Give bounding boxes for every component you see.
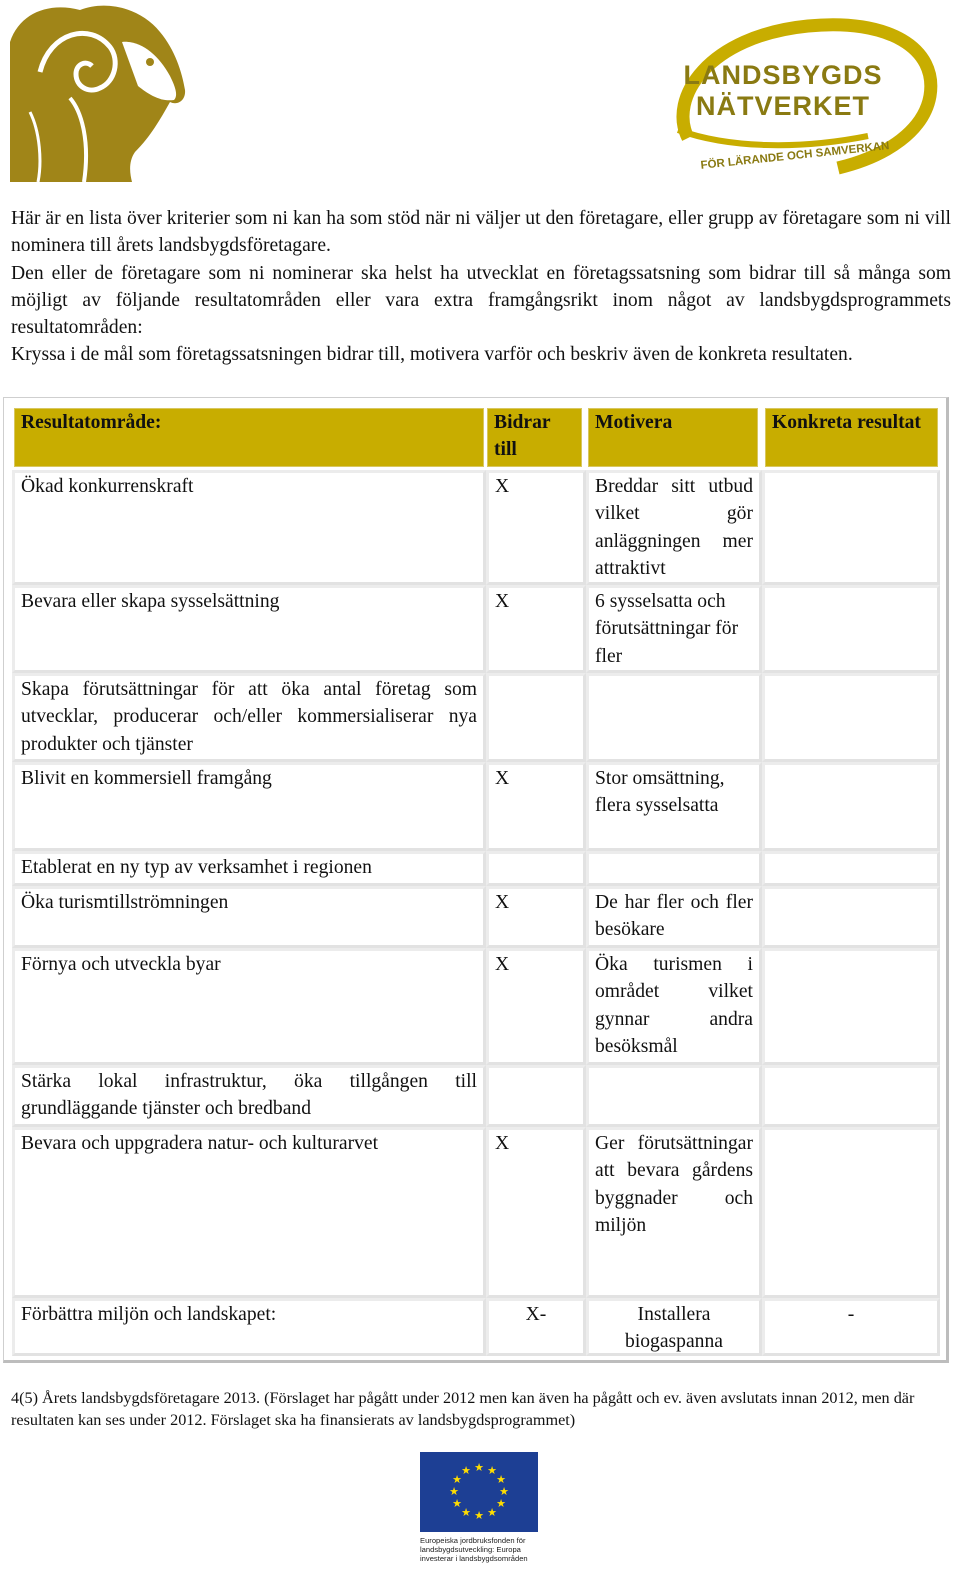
table-row-area: Förnya och utveckla byar xyxy=(12,948,486,1065)
table-row-motivera: 6 sysselsatta och förutsättningar för fler xyxy=(586,585,762,673)
logo-line2: NÄTVERKET xyxy=(695,91,870,121)
table-row-area: Förbättra miljön och landskapet: xyxy=(12,1298,486,1356)
svg-text:★: ★ xyxy=(499,1485,509,1498)
table-row-bidrar: X xyxy=(486,948,586,1065)
svg-text:★: ★ xyxy=(449,1485,459,1498)
svg-text:★: ★ xyxy=(496,1473,506,1486)
table-row-motivera xyxy=(586,851,762,886)
table-row-resultat xyxy=(762,585,940,673)
svg-text:★: ★ xyxy=(474,1509,484,1522)
header-resultatomrade: Resultatområde: xyxy=(14,408,484,467)
table-row-area: Bevara och uppgradera natur- och kulturarvet xyxy=(12,1127,486,1298)
ram-head-icon xyxy=(10,2,188,182)
criteria-table xyxy=(3,397,949,1363)
table-row-motivera: Stor omsättning, flera sysselsatta xyxy=(586,762,762,851)
table-row-resultat xyxy=(762,948,940,1065)
intro-paragraph-2: Den eller de företagare som ni nominerar ska helst ha utvecklat en företagssatsning som bidrar till så många som möjligt av följande resultatområden eller vara extra framgångsrikt inom något av landsbygdsprogrammets resultatområden: xyxy=(11,262,951,339)
svg-text:★: ★ xyxy=(487,1464,497,1477)
logo-line1: LANDSBYGDS xyxy=(683,60,883,90)
svg-text:★: ★ xyxy=(452,1473,462,1486)
svg-text:★: ★ xyxy=(496,1497,506,1510)
table-row-motivera: De har fler och fler besökare xyxy=(586,886,762,948)
svg-text:★: ★ xyxy=(461,1464,471,1477)
table-row-resultat xyxy=(762,762,940,851)
table-row-resultat xyxy=(762,851,940,886)
header-motivera: Motivera xyxy=(588,408,758,467)
table-row-resultat xyxy=(762,886,940,948)
table-row-bidrar: X xyxy=(486,886,586,948)
table-row-motivera: Öka turismen i området vilket gynnar andra besöksmål xyxy=(586,948,762,1065)
intro-text xyxy=(11,205,951,369)
table-row-area: Ökad konkurrenskraft xyxy=(12,470,486,585)
eu-flag-icon xyxy=(420,1452,538,1532)
table-row-bidrar: X- xyxy=(486,1298,586,1356)
table-row-resultat xyxy=(762,470,940,585)
table-row-area: Etablerat en ny typ av verksamhet i regionen xyxy=(12,851,486,886)
table-row-resultat xyxy=(762,1065,940,1127)
ram-head-logo xyxy=(10,2,188,182)
intro-paragraph-3: Kryssa i de mål som företagssatsningen bidrar till, motivera varför och beskriv även de konkreta resultaten. xyxy=(11,344,853,366)
table-row-bidrar: X xyxy=(486,1127,586,1298)
table-row-motivera: Breddar sitt utbud vilket gör anläggningen mer attraktivt xyxy=(586,470,762,585)
table-row-resultat xyxy=(762,673,940,762)
svg-text:★: ★ xyxy=(474,1461,484,1474)
landsbygdsnatverket-logo xyxy=(668,18,940,190)
svg-text:★: ★ xyxy=(452,1497,462,1510)
table-row-bidrar: X xyxy=(486,762,586,851)
table-row-bidrar xyxy=(486,1065,586,1127)
svg-text:★: ★ xyxy=(487,1506,497,1519)
table-row-resultat: - xyxy=(762,1298,940,1356)
table-row-area: Bevara eller skapa sysselsättning xyxy=(12,585,486,673)
logo-tagline: FÖR LÄRANDE OCH SAMVERKAN xyxy=(700,140,890,172)
logo-wordmark xyxy=(668,60,898,122)
table-row-bidrar xyxy=(486,673,586,762)
footnote: 4(5) Årets landsbygdsföretagare 2013. (Förslaget har pågått under 2012 men kan även ha pågått och ev. även avslutats innan 2012, men där resultaten kan ses under 2012. Förslaget ska ha finansierats av landsbygdsprogrammet) xyxy=(11,1389,915,1429)
table-row-bidrar xyxy=(486,851,586,886)
table-row-area: Stärka lokal infrastruktur, öka tillgången till grundläggande tjänster och bredband xyxy=(12,1065,486,1127)
svg-text:★: ★ xyxy=(461,1506,471,1519)
table-row-area: Öka turismtillströmningen xyxy=(12,886,486,948)
table-row-motivera xyxy=(586,673,762,762)
table-row-area: Skapa förutsättningar för att öka antal företag som utvecklar, producerar och/eller kommersialiserar nya produkter och tjänster xyxy=(12,673,486,762)
table-row-motivera: Ger förutsättningar att bevara gårdens byggnader och miljön xyxy=(586,1127,762,1298)
table-row-area: Blivit en kommersiell framgång xyxy=(12,762,486,851)
table-row-resultat xyxy=(762,1127,940,1298)
table-row-motivera: Installera biogaspanna xyxy=(586,1298,762,1356)
header-bidrar-till: Bidrar till xyxy=(487,408,582,467)
intro-paragraph-1: Här är en lista över kriterier som ni kan ha som stöd när ni väljer ut den företagare, eller grupp av företagare som ni vill nominera till årets landsbygdsföretagare. xyxy=(11,208,951,257)
eu-caption: Europeiska jordbruksfonden för landsbygdsutveckling: Europa investerar i landsbygdsområden xyxy=(420,1536,528,1564)
table-row-motivera xyxy=(586,1065,762,1127)
header-konkreta-resultat: Konkreta resultat xyxy=(765,408,938,467)
table-row-bidrar: X xyxy=(486,585,586,673)
table-row-bidrar: X xyxy=(486,470,586,585)
